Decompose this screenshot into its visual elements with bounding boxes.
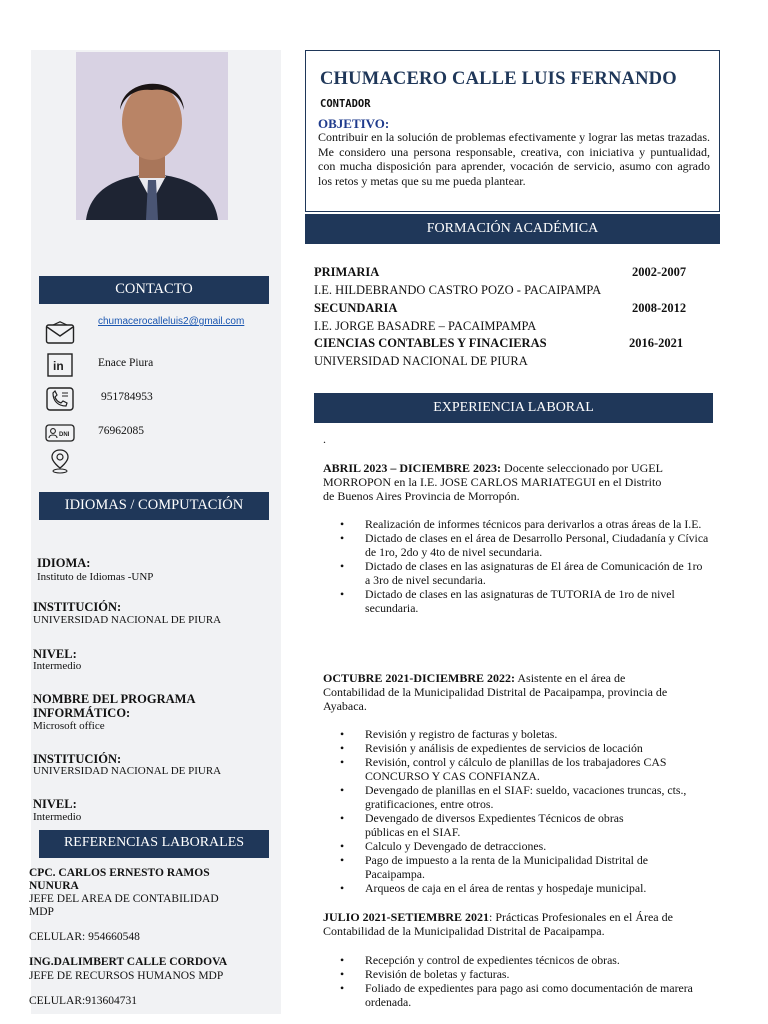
job-1-period: ABRIL 2023 – DICIEMBRE 2023: <box>323 461 502 475</box>
idioma-label: IDIOMA: <box>37 556 91 570</box>
edu-school-3: UNIVERSIDAD NACIONAL DE PIURA <box>314 354 528 368</box>
svg-text:in: in <box>53 359 64 373</box>
edu-school-1: I.E. HILDEBRANDO CASTRO POZO - PACAIPAMPA <box>314 283 602 297</box>
edu-level-2: SECUNDARIA <box>314 301 398 315</box>
list-item: • Revisión de boletas y facturas. <box>340 967 728 981</box>
experience-dot: . <box>323 432 326 446</box>
linkedin-text[interactable]: Enace Piura <box>98 357 154 369</box>
profile-photo <box>76 52 228 220</box>
ref1-name <box>29 867 210 879</box>
references-header: REFERENCIAS LABORALES <box>39 830 269 858</box>
contact-location-row <box>45 448 75 474</box>
list-item: • Pago de impuesto a la renta de la Municipalidad Distrital de Pacaipampa. <box>340 853 700 881</box>
ref1-name-text: . CARLOS ERNESTO RAMOS <box>52 867 210 879</box>
job-3-bullets <box>340 953 728 1009</box>
level-label-2: NIVEL: <box>33 797 77 811</box>
contact-phone-row <box>45 386 75 412</box>
job-1-summary <box>323 461 708 503</box>
experience-header: EXPERIENCIA LABORAL <box>314 393 713 423</box>
id-card-icon <box>45 420 75 446</box>
ref2-role: JEFE DE RECURSOS HUMANOS MDP <box>29 970 224 982</box>
job-3-desc-1: : Prácticas Profesionales en el Área de <box>489 910 673 924</box>
contact-email-row <box>45 320 75 346</box>
list-item: • Foliado de expedientes para pago asi como documentación de marera ordenada. <box>340 981 728 1009</box>
institution-value-1: UNIVERSIDAD NACIONAL DE PIURA <box>33 614 222 626</box>
candidate-role: CONTADOR <box>320 98 371 110</box>
location-pin-icon <box>45 448 75 474</box>
job-2-bullets <box>340 727 725 895</box>
job-1-desc-2: MORROPON en la I.E. JOSE CARLOS MARIATEGUI en el Distrito <box>323 475 662 489</box>
list-item: • Dictado de clases en las asignaturas de TUTORIA de 1ro de nivel secundaria. <box>340 587 710 615</box>
job-2-summary <box>323 671 708 713</box>
svg-text:DNI: DNI <box>59 432 70 438</box>
ref2-name: ING.DALIMBERT CALLE CORDOVA <box>29 956 228 968</box>
job-2-desc-1: Asistente en el área de <box>515 671 626 685</box>
job-3-period: JULIO 2021-SETIEMBRE 2021 <box>323 910 490 924</box>
edu-years-2: 2008-2012 <box>632 301 687 315</box>
list-item: • Dictado de clases en las asignaturas de El área de Comunicación de 1ro a 3ro de nivel secundaria. <box>340 559 710 587</box>
institution-label-1: INSTITUCIÓN: <box>33 600 122 614</box>
objective-text: Contribuir en la solución de problemas efectivamente y lograr las metas trazadas. Me considero una persona responsable, creativa, con iniciativa y puntualidad, con mucha disposición para aprender, vocación de servicio, asumo con agrado los retos y metas que su me pueda plantear. <box>318 130 710 188</box>
program-label-line1: NOMBRE DEL PROGRAMA <box>33 692 196 706</box>
languages-header: IDIOMAS / COMPUTACIÓN <box>39 492 269 520</box>
institution-label-2: INSTITUCIÓN: <box>33 752 122 766</box>
list-item: • Devengado de planillas en el SIAF: sueldo, vacaciones truncas, cts., gratificaciones, entre otros. <box>340 783 725 811</box>
edu-years-1: 2002-2007 <box>632 265 687 279</box>
ref1-role-line1: JEFE DEL AREA DE CONTABILIDAD <box>29 893 219 905</box>
edu-level-1: PRIMARIA <box>314 265 380 279</box>
ref1-phone: CELULAR: 954660548 <box>29 931 140 943</box>
job-1-bullets <box>340 517 710 615</box>
list-item: • Recepción y control de expedientes técnicos de obras. <box>340 953 728 967</box>
objective-label: OBJETIVO: <box>318 116 390 131</box>
list-item: • Realización de informes técnicos para derivarlos a otras áreas de la I.E. <box>340 517 710 531</box>
job-2-period: OCTUBRE 2021-DICIEMBRE 2022: <box>323 671 516 685</box>
edu-level-3: CIENCIAS CONTABLES Y FINACIERAS <box>314 336 547 350</box>
envelope-icon <box>45 320 75 346</box>
list-item: • Dictado de clases en el área de Desarrollo Personal, Ciudadanía y Cívica de 1ro, 2do y 4to de nivel secundaria. <box>340 531 710 559</box>
level-value-2: Intermedio <box>33 811 82 823</box>
contact-linkedin-row <box>45 352 75 378</box>
list-item: • Arqueos de caja en el área de rentas y hospedaje municipal. <box>340 881 725 895</box>
contact-dni-row <box>45 420 75 446</box>
candidate-name: CHUMACERO CALLE LUIS FERNANDO <box>320 69 677 89</box>
job-2-desc-3: Ayabaca. <box>323 699 367 713</box>
level-label-1: NIVEL: <box>33 647 77 661</box>
email-link[interactable]: chumacerocalleluis2@gmail.com <box>98 316 245 327</box>
contact-header: CONTACTO <box>39 276 269 304</box>
job-3-desc-2: Contabilidad de la Municipalidad Distrital de Pacaipampa. <box>323 924 605 938</box>
linkedin-icon <box>45 352 75 378</box>
job-3-summary <box>323 910 708 938</box>
ref2-phone: CELULAR:913604731 <box>29 995 137 1007</box>
level-value-1: Intermedio <box>33 660 82 672</box>
list-item: • Revisión, control y cálculo de planillas de los trabajadores CAS CONCURSO Y CAS CONFIANZA. <box>340 755 725 783</box>
ref1-role-line2: MDP <box>29 906 54 918</box>
job-1-desc-1: Docente seleccionado por UGEL <box>501 461 663 475</box>
edu-school-2: I.E. JORGE BASADRE – PACAIMPAMPA <box>314 319 537 333</box>
list-item: • Calculo y Devengado de detracciones. <box>340 839 725 853</box>
list-item: • Devengado de diversos Expedientes Técnicos de obras públicas en el SIAF. <box>340 811 660 839</box>
institution-value-2: UNIVERSIDAD NACIONAL DE PIURA <box>33 765 222 777</box>
job-2-desc-2: Contabilidad de la Municipalidad Distrital de Pacaipampa, provincia de <box>323 685 668 699</box>
phone-icon <box>45 386 75 412</box>
ref1-prefix: CPC <box>29 867 53 879</box>
phone-text[interactable]: 951784953 <box>101 391 153 403</box>
ref1-name-line2: NUNURA <box>29 880 79 892</box>
job-1-desc-3: de Buenos Aires Provincia de Morropón. <box>323 489 520 503</box>
edu-years-3: 2016-2021 <box>629 336 684 350</box>
program-value: Microsoft office <box>33 720 105 732</box>
education-header: FORMACIÓN ACADÉMICA <box>305 214 720 244</box>
list-item: • Revisión y registro de facturas y boletas. <box>340 727 725 741</box>
name-objective-box <box>305 50 720 212</box>
dni-text: 76962085 <box>98 425 144 437</box>
list-item: • Revisión y análisis de expedientes de servicios de locación <box>340 741 725 755</box>
program-label-line2: INFORMÁTICO: <box>33 706 131 720</box>
idioma-value: Instituto de Idiomas -UNP <box>37 571 154 583</box>
